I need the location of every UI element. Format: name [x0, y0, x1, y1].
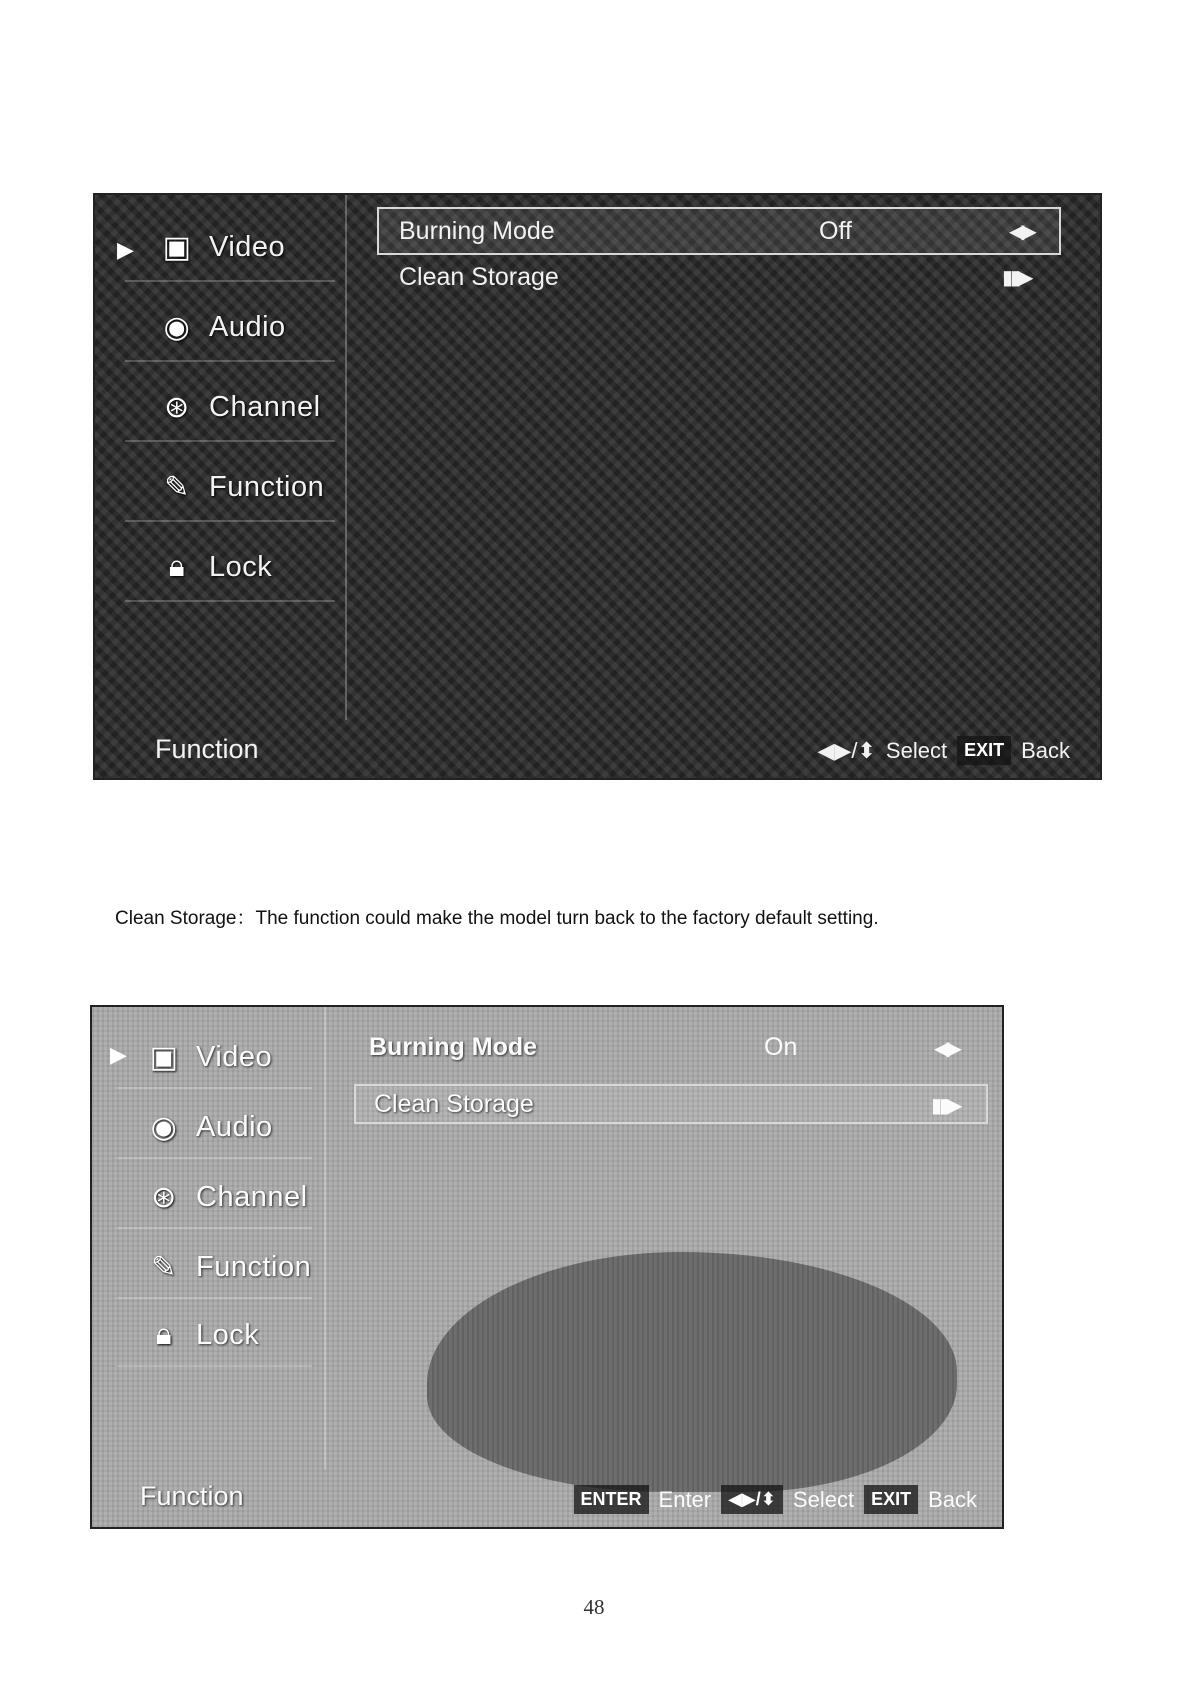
sidebar-item-label: Function: [209, 470, 325, 503]
audio-icon: ◉: [150, 1110, 178, 1144]
sidebar-item-function[interactable]: [142, 1245, 311, 1289]
menu-divider: [117, 1227, 312, 1229]
function-icon: ✎: [151, 1250, 177, 1284]
setting-label: Clean Storage: [374, 1090, 534, 1118]
select-hint: Select: [885, 737, 948, 763]
sidebar-item-lock[interactable]: [155, 545, 272, 589]
menu-divider: [125, 600, 335, 602]
page-number: 48: [583, 1595, 605, 1619]
sidebar-item-channel[interactable]: [142, 1175, 308, 1219]
video-icon: ▣: [149, 1040, 179, 1074]
enter-submenu-icon[interactable]: ▮▮▶: [1002, 267, 1031, 289]
setting-label: Burning Mode: [369, 1033, 538, 1061]
sidebar-item-lock[interactable]: [142, 1313, 259, 1357]
status-title: Function: [140, 1481, 244, 1511]
setting-label: Clean Storage: [399, 263, 559, 291]
setting-row-burning-mode[interactable]: [377, 207, 1061, 255]
sidebar-item-label: Audio: [209, 310, 286, 343]
status-title: Function: [155, 734, 259, 764]
menu-divider: [125, 520, 335, 522]
sidebar-item-label: Lock: [196, 1318, 260, 1351]
sidebar-item-function[interactable]: [155, 465, 324, 509]
caption-text: Clean Storage：The function could make the model turn back to the factory default setting.: [115, 908, 879, 929]
sidebar-item-audio[interactable]: [155, 305, 286, 349]
setting-label: Burning Mode: [399, 217, 555, 245]
sidebar-item-audio[interactable]: [142, 1105, 273, 1149]
left-right-arrow-icon[interactable]: ◀▶: [934, 1038, 959, 1060]
setting-value: Off: [819, 217, 852, 245]
screenshot-burning-mode-menu: [93, 193, 1102, 780]
sidebar-item-video[interactable]: [155, 225, 285, 269]
menu-divider: [117, 1157, 312, 1159]
setting-row-clean-storage[interactable]: [354, 1084, 988, 1124]
channel-icon: ⊛: [164, 390, 190, 424]
sidebar-item-video[interactable]: [142, 1035, 272, 1079]
exit-key[interactable]: EXIT: [864, 1485, 918, 1514]
setting-row-clean-storage[interactable]: [377, 255, 1057, 299]
lock-icon: 🔒︎: [168, 550, 186, 583]
menu-divider: [125, 440, 335, 442]
menu-divider: [117, 1297, 312, 1299]
sidebar-item-label: Audio: [196, 1110, 273, 1143]
video-icon: ▣: [162, 230, 192, 264]
key-hints: [574, 1485, 977, 1514]
navigation-arrows-icon: ◀▶/⬍: [817, 737, 876, 763]
menu-cursor-icon: ▶: [110, 1042, 127, 1067]
sidebar-item-label: Channel: [196, 1180, 308, 1213]
menu-divider: [117, 1365, 312, 1367]
screenshot-clean-storage-menu: [90, 1005, 1004, 1529]
left-right-arrow-icon[interactable]: ◀▶: [1009, 221, 1034, 243]
sidebar-item-label: Lock: [209, 550, 273, 583]
sidebar-separator: [345, 195, 347, 720]
menu-divider: [125, 360, 335, 362]
status-bar: [95, 722, 1100, 778]
setting-row-burning-mode[interactable]: [354, 1027, 984, 1067]
key-hints: [818, 736, 1070, 765]
lock-icon: 🔒︎: [155, 1318, 173, 1351]
channel-icon: ⊛: [151, 1180, 177, 1214]
sidebar-item-label: Function: [196, 1250, 312, 1283]
sidebar-item-label: Video: [209, 230, 286, 263]
sidebar-item-channel[interactable]: [155, 385, 321, 429]
setting-value: On: [764, 1033, 798, 1061]
sidebar-menu: [95, 195, 345, 778]
enter-submenu-icon[interactable]: ▮▮▶: [931, 1095, 960, 1117]
menu-divider: [125, 280, 335, 282]
select-hint: Select: [792, 1486, 855, 1512]
background-pattern: [427, 1252, 957, 1492]
audio-icon: ◉: [163, 310, 191, 344]
back-hint: Back: [928, 1486, 977, 1512]
sidebar-item-label: Video: [196, 1040, 273, 1073]
exit-key[interactable]: EXIT: [957, 736, 1011, 765]
sidebar-menu: [92, 1007, 322, 1527]
enter-key[interactable]: ENTER: [574, 1485, 649, 1514]
function-icon: ✎: [164, 470, 190, 504]
sidebar-separator: [324, 1007, 326, 1469]
enter-hint: Enter: [658, 1486, 712, 1512]
status-bar: [92, 1471, 1002, 1527]
sidebar-item-label: Channel: [209, 390, 321, 423]
navigation-arrows-icon: ◀▶/⬍: [721, 1485, 783, 1514]
menu-divider: [117, 1087, 312, 1089]
back-hint: Back: [1021, 737, 1070, 763]
menu-cursor-icon: ▶: [117, 237, 134, 262]
